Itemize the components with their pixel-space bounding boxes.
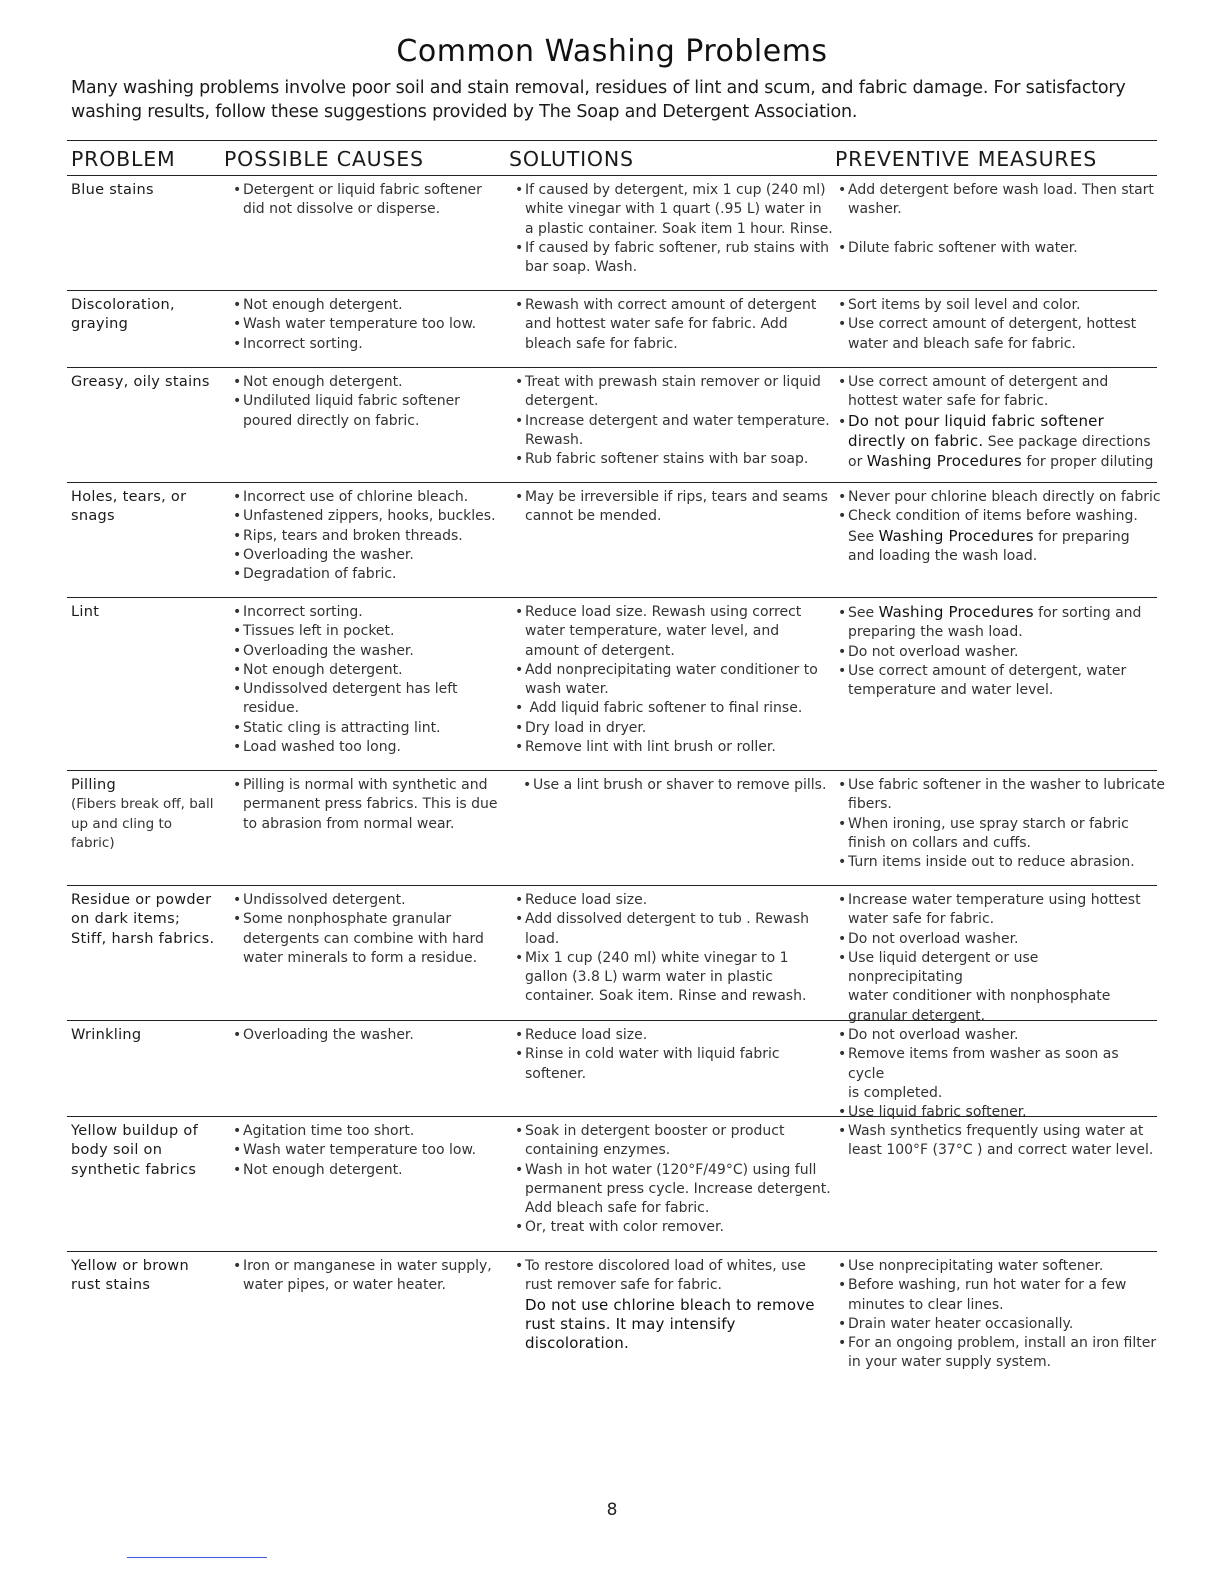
causes-cell: [224, 603, 509, 770]
list-item: • Use a lint brush or shaver to remove pills.: [523, 776, 835, 795]
table-row: [67, 291, 1157, 368]
problem-cell: Lint: [71, 604, 100, 620]
list-item: • Overloading the washer.: [233, 546, 509, 565]
list-item: • Wash synthetics frequently using water at least 100°F (37°C ) and correct water level.: [838, 1122, 1157, 1161]
table-row: [67, 483, 1161, 598]
problem-cell: Blue stains: [71, 182, 154, 198]
prevention-cell: [835, 488, 1161, 597]
problem-note: (Fibers break off, ball up and cling to fabric): [71, 796, 214, 851]
header-solutions: SOLUTIONS: [509, 147, 634, 171]
solutions-cell: [509, 373, 835, 482]
problem-cell: Pilling (Fibers break off, ball up and cling to fabric): [67, 776, 224, 885]
causes-cell: [224, 891, 509, 1020]
list-item: • If caused by detergent, mix 1 cup (240 ml) white vinegar with 1 quart (.95 L) water in a plastic container. Soak item 1 hour. Rinse.: [515, 181, 835, 239]
problem-cell: Yellow or brown rust stains: [71, 1258, 189, 1294]
list-item: • Incorrect sorting.: [233, 603, 509, 622]
list-item: • Use fabric softener in the washer to lubricate fibers.: [838, 776, 1157, 815]
list-item: • Turn items inside out to reduce abrasion.: [838, 853, 1157, 872]
list-item: • Use correct amount of detergent, water temperature and water level.: [838, 662, 1157, 701]
prevention-cell: [835, 1122, 1157, 1251]
solutions-cell: [509, 296, 835, 367]
list-item: • Overloading the washer.: [233, 642, 509, 661]
list-item: • For an ongoing problem, install an iron filter in your water supply system.: [838, 1334, 1157, 1373]
list-item: • Do not overload washer.: [838, 930, 1157, 949]
list-item: • To restore discolored load of whites, use rust remover safe for fabric.: [515, 1257, 835, 1296]
list-item: • Not enough detergent.: [233, 296, 509, 315]
list-item: • Detergent or liquid fabric softener did not dissolve or disperse.: [233, 181, 509, 220]
list-item: • Undiluted liquid fabric softener poured directly on fabric.: [233, 392, 509, 431]
prevention-cell: [835, 181, 1157, 290]
list-item: • Treat with prewash stain remover or liquid detergent.: [515, 373, 835, 412]
causes-cell: [224, 1122, 509, 1251]
problem-cell: Discoloration, graying: [71, 297, 175, 333]
solutions-cell: [509, 891, 835, 1020]
header-prevention: PREVENTIVE MEASURES: [835, 147, 1098, 171]
list-item: • Some nonphosphate granular detergents can combine with hard water minerals to form a residue.: [233, 910, 509, 968]
list-item: • Load washed too long.: [233, 738, 509, 757]
list-item: • Do not pour liquid fabric softener directly on fabric. See package directions or Washing Procedures for proper diluting: [838, 412, 1157, 473]
footer-divider: [127, 1557, 267, 1558]
list-item: • Before washing, run hot water for a few minutes to clear lines.: [838, 1276, 1157, 1315]
causes-cell: [224, 373, 509, 482]
table-row: [67, 1252, 1157, 1380]
list-item: • Undissolved detergent.: [233, 891, 509, 910]
solutions-cell: [509, 1122, 835, 1251]
list-item: • Sort items by soil level and color.: [838, 296, 1157, 315]
prevention-cell: [835, 776, 1165, 885]
header-problem: PROBLEM: [71, 147, 176, 171]
list-item: • Not enough detergent.: [233, 661, 509, 680]
list-item: • If caused by fabric softener, rub stains with bar soap. Wash.: [515, 239, 835, 278]
list-item: • Add detergent before wash load. Then start washer.: [838, 181, 1157, 220]
list-item: • Add dissolved detergent to tub . Rewash load.: [515, 910, 835, 949]
table-row: [67, 886, 1157, 1024]
list-item: • Incorrect sorting.: [233, 335, 509, 354]
page-title: Common Washing Problems: [396, 34, 828, 69]
list-item: • May be irreversible if rips, tears and seams cannot be mended.: [515, 488, 835, 527]
causes-cell: [224, 296, 509, 367]
list-item: • Overloading the washer.: [233, 1026, 509, 1045]
causes-cell: [224, 776, 509, 885]
warning-text: Do not use chlorine bleach to remove rust stains. It may intensify discoloration.: [525, 1295, 815, 1353]
causes-cell: [224, 181, 509, 290]
list-item: • Iron or manganese in water supply, water pipes, or water heater.: [233, 1257, 509, 1296]
solutions-cell: [509, 488, 835, 597]
list-item: • Mix 1 cup (240 ml) white vinegar to 1 gallon (3.8 L) warm water in plastic container. Soak item. Rinse and rewash.: [515, 949, 835, 1007]
list-item: • Rub fabric softener stains with bar soap.: [515, 450, 835, 469]
list-item: • Use liquid fabric softener.: [838, 1103, 1157, 1122]
list-item: • Drain water heater occasionally.: [838, 1315, 1157, 1334]
solutions-cell: [509, 1026, 835, 1116]
list-item: • Check condition of items before washing. See Washing Procedures for preparing and loading the wash load.: [838, 507, 1157, 566]
list-item: • Unfastened zippers, hooks, buckles.: [233, 507, 509, 526]
problem-cell: Yellow buildup of body soil on synthetic fabrics: [71, 1123, 198, 1178]
list-item: • Remove lint with lint brush or roller.: [515, 738, 835, 757]
list-item: • Wash in hot water (120°F/49°C) using full permanent press cycle. Increase detergent. Add bleach safe for fabric.: [515, 1161, 835, 1219]
list-item: • Not enough detergent.: [233, 1161, 509, 1180]
table-row: [67, 176, 1157, 291]
list-item: • Never pour chlorine bleach directly on fabric: [838, 488, 1157, 507]
list-item: • Not enough detergent.: [233, 373, 509, 392]
problem-cell: Greasy, oily stains: [71, 374, 210, 390]
solutions-cell: [509, 603, 835, 770]
prevention-cell: [835, 373, 1157, 482]
prevention-cell: [835, 296, 1157, 367]
list-item: • Wash water temperature too low.: [233, 315, 509, 334]
list-item: • Dilute fabric softener with water.: [838, 239, 1157, 258]
header-causes: POSSIBLE CAUSES: [224, 147, 424, 171]
prevention-cell: [835, 603, 1157, 770]
list-item: • Tissues left in pocket.: [233, 622, 509, 641]
table-row: [67, 771, 1165, 886]
list-item: • Use correct amount of detergent, hottest water and bleach safe for fabric.: [838, 315, 1157, 354]
solutions-cell: [509, 1257, 835, 1380]
list-item: • Do not overload washer.: [838, 1026, 1157, 1045]
table-row: [67, 598, 1157, 771]
list-item: • See Washing Procedures for sorting and preparing the wash load.: [838, 603, 1157, 643]
washing-problems-table: [67, 140, 1165, 1380]
list-item: • Degradation of fabric.: [233, 565, 509, 584]
page-number: 8: [606, 1500, 618, 1520]
list-item: • When ironing, use spray starch or fabric finish on collars and cuffs.: [838, 815, 1157, 854]
list-item: • Use liquid detergent or use nonprecipitating water conditioner with nonphosphate granular detergent.: [838, 949, 1157, 1026]
list-item: • Wash water temperature too low.: [233, 1141, 509, 1160]
causes-cell: [224, 1026, 509, 1116]
list-item: • Rewash with correct amount of detergent and hottest water safe for fabric. Add bleach safe for fabric.: [515, 296, 835, 354]
list-item: • Rips, tears and broken threads.: [233, 527, 509, 546]
causes-cell: [224, 488, 509, 597]
list-item: • Reduce load size.: [515, 891, 835, 910]
table-row: [67, 368, 1157, 483]
list-item: • Rinse in cold water with liquid fabric softener.: [515, 1045, 835, 1084]
list-item: • Reduce load size.: [515, 1026, 835, 1045]
list-item: • Add liquid fabric softener to final rinse.: [515, 699, 835, 718]
list-item: • Add nonprecipitating water conditioner to wash water.: [515, 661, 835, 700]
list-item: • Incorrect use of chlorine bleach.: [233, 488, 509, 507]
table-row: [67, 1021, 1157, 1121]
list-item: • Increase detergent and water temperature. Rewash.: [515, 412, 835, 451]
list-item: • Static cling is attracting lint.: [233, 719, 509, 738]
list-item: • Increase water temperature using hottest water safe for fabric.: [838, 891, 1157, 930]
table-header: [67, 141, 1157, 176]
problem-cell: Residue or powder on dark items; Stiff, harsh fabrics.: [71, 892, 215, 947]
list-item: • Dry load in dryer.: [515, 719, 835, 738]
prevention-cell: [835, 1026, 1157, 1121]
problem-cell: Wrinkling: [71, 1027, 142, 1043]
list-item: • Soak in detergent booster or product containing enzymes.: [515, 1122, 835, 1161]
list-item: • Remove items from washer as soon as cycle is completed.: [838, 1045, 1157, 1103]
intro-paragraph: Many washing problems involve poor soil and stain removal, residues of lint and scum, and fabric damage. For satisfactory washing results, follow these suggestions provided by The Soap and Detergent Association.: [71, 78, 1126, 122]
table-row: [67, 1117, 1157, 1252]
list-item: • Use nonprecipitating water softener.: [838, 1257, 1157, 1276]
prevention-cell: [835, 1257, 1157, 1380]
list-item: • Do not overload washer.: [838, 643, 1157, 662]
list-item: • Reduce load size. Rewash using correct water temperature, water level, and amount of detergent.: [515, 603, 835, 661]
problem-cell: Holes, tears, or snags: [71, 489, 187, 525]
causes-cell: [224, 1257, 509, 1380]
solutions-cell: [509, 776, 835, 885]
list-item: • Pilling is normal with synthetic and permanent press fabrics. This is due to abrasion from normal wear.: [233, 776, 509, 834]
solutions-cell: [509, 181, 835, 290]
list-item: • Agitation time too short.: [233, 1122, 509, 1141]
list-item: • Undissolved detergent has left residue.: [233, 680, 509, 719]
list-item: • Or, treat with color remover.: [515, 1218, 835, 1237]
prevention-cell: [835, 891, 1157, 1024]
list-item: • Use correct amount of detergent and hottest water safe for fabric.: [838, 373, 1157, 412]
